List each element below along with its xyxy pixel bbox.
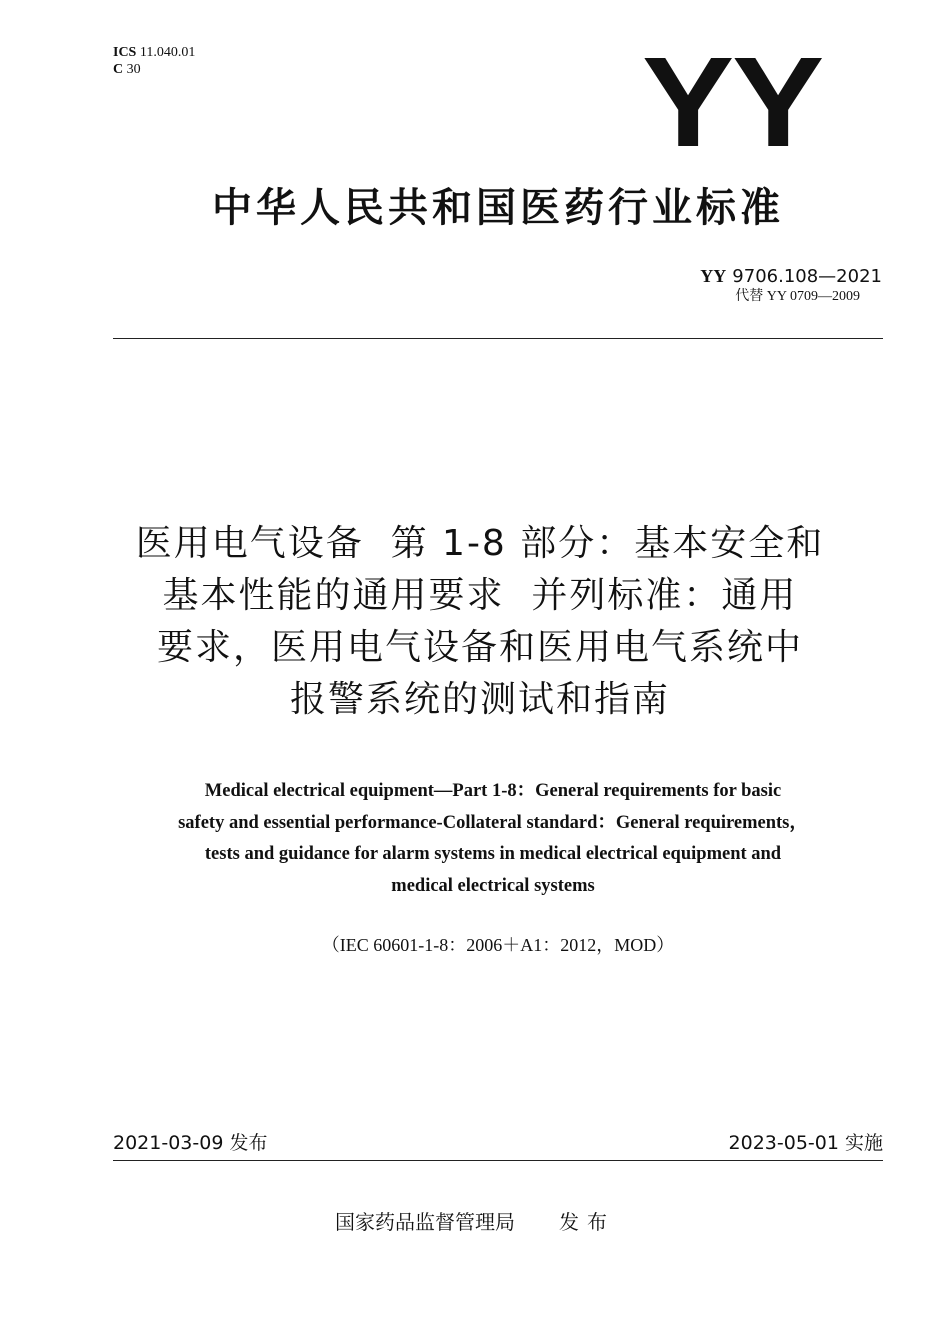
standard-number [700,266,882,287]
footer-divider [113,1160,883,1161]
ics-code-line [113,44,195,61]
yy-standard-logo: YY [642,31,823,174]
ccs-label: C [113,62,124,77]
adoption-reference: （IEC 60601-1-8：2006＋A1：2012，MOD） [321,935,675,955]
chinese-title-line: 报警系统的测试和指南 [289,679,670,720]
standard-code: 9706.108—2021 [732,266,882,287]
ccs-code: 30 [126,62,141,77]
replaces-standard: 代替 YY 0709—2009 [735,289,860,304]
chinese-title-line: 医用电气设备 第 1-8 部分：基本安全和 [135,523,825,564]
issuing-authority [335,1208,615,1236]
ccs-code-line [113,61,195,78]
organization-title: 中华人民共和国医药行业标准 [212,185,784,231]
ics-code: 11.040.01 [139,45,196,60]
implementation-date: 2023-05-01 实施 [728,1132,883,1154]
standard-prefix: YY [700,266,727,286]
issuer-action: 发布 [559,1210,615,1234]
classification-codes [113,44,195,78]
chinese-title-line: 要求，医用电气设备和医用电气系统中 [156,627,803,668]
issuer-name: 国家药品监督管理局 [335,1210,515,1234]
english-title-line: safety and essential performance-Collateral standard：General requirements， [178,812,808,833]
chinese-title [80,518,880,726]
chinese-title-line: 基本性能的通用要求 并列标准：通用 [162,575,798,616]
english-title-line: medical electrical systems [391,875,595,896]
english-title-line: Medical electrical equipment—Part 1-8：General requirements for basic [204,781,782,801]
english-title [113,776,873,902]
header-divider [113,338,883,339]
issue-date: 2021-03-09 发布 [113,1132,268,1154]
ics-label: ICS [113,45,137,60]
english-title-line: tests and guidance for alarm systems in medical electrical equipment and [204,844,782,864]
